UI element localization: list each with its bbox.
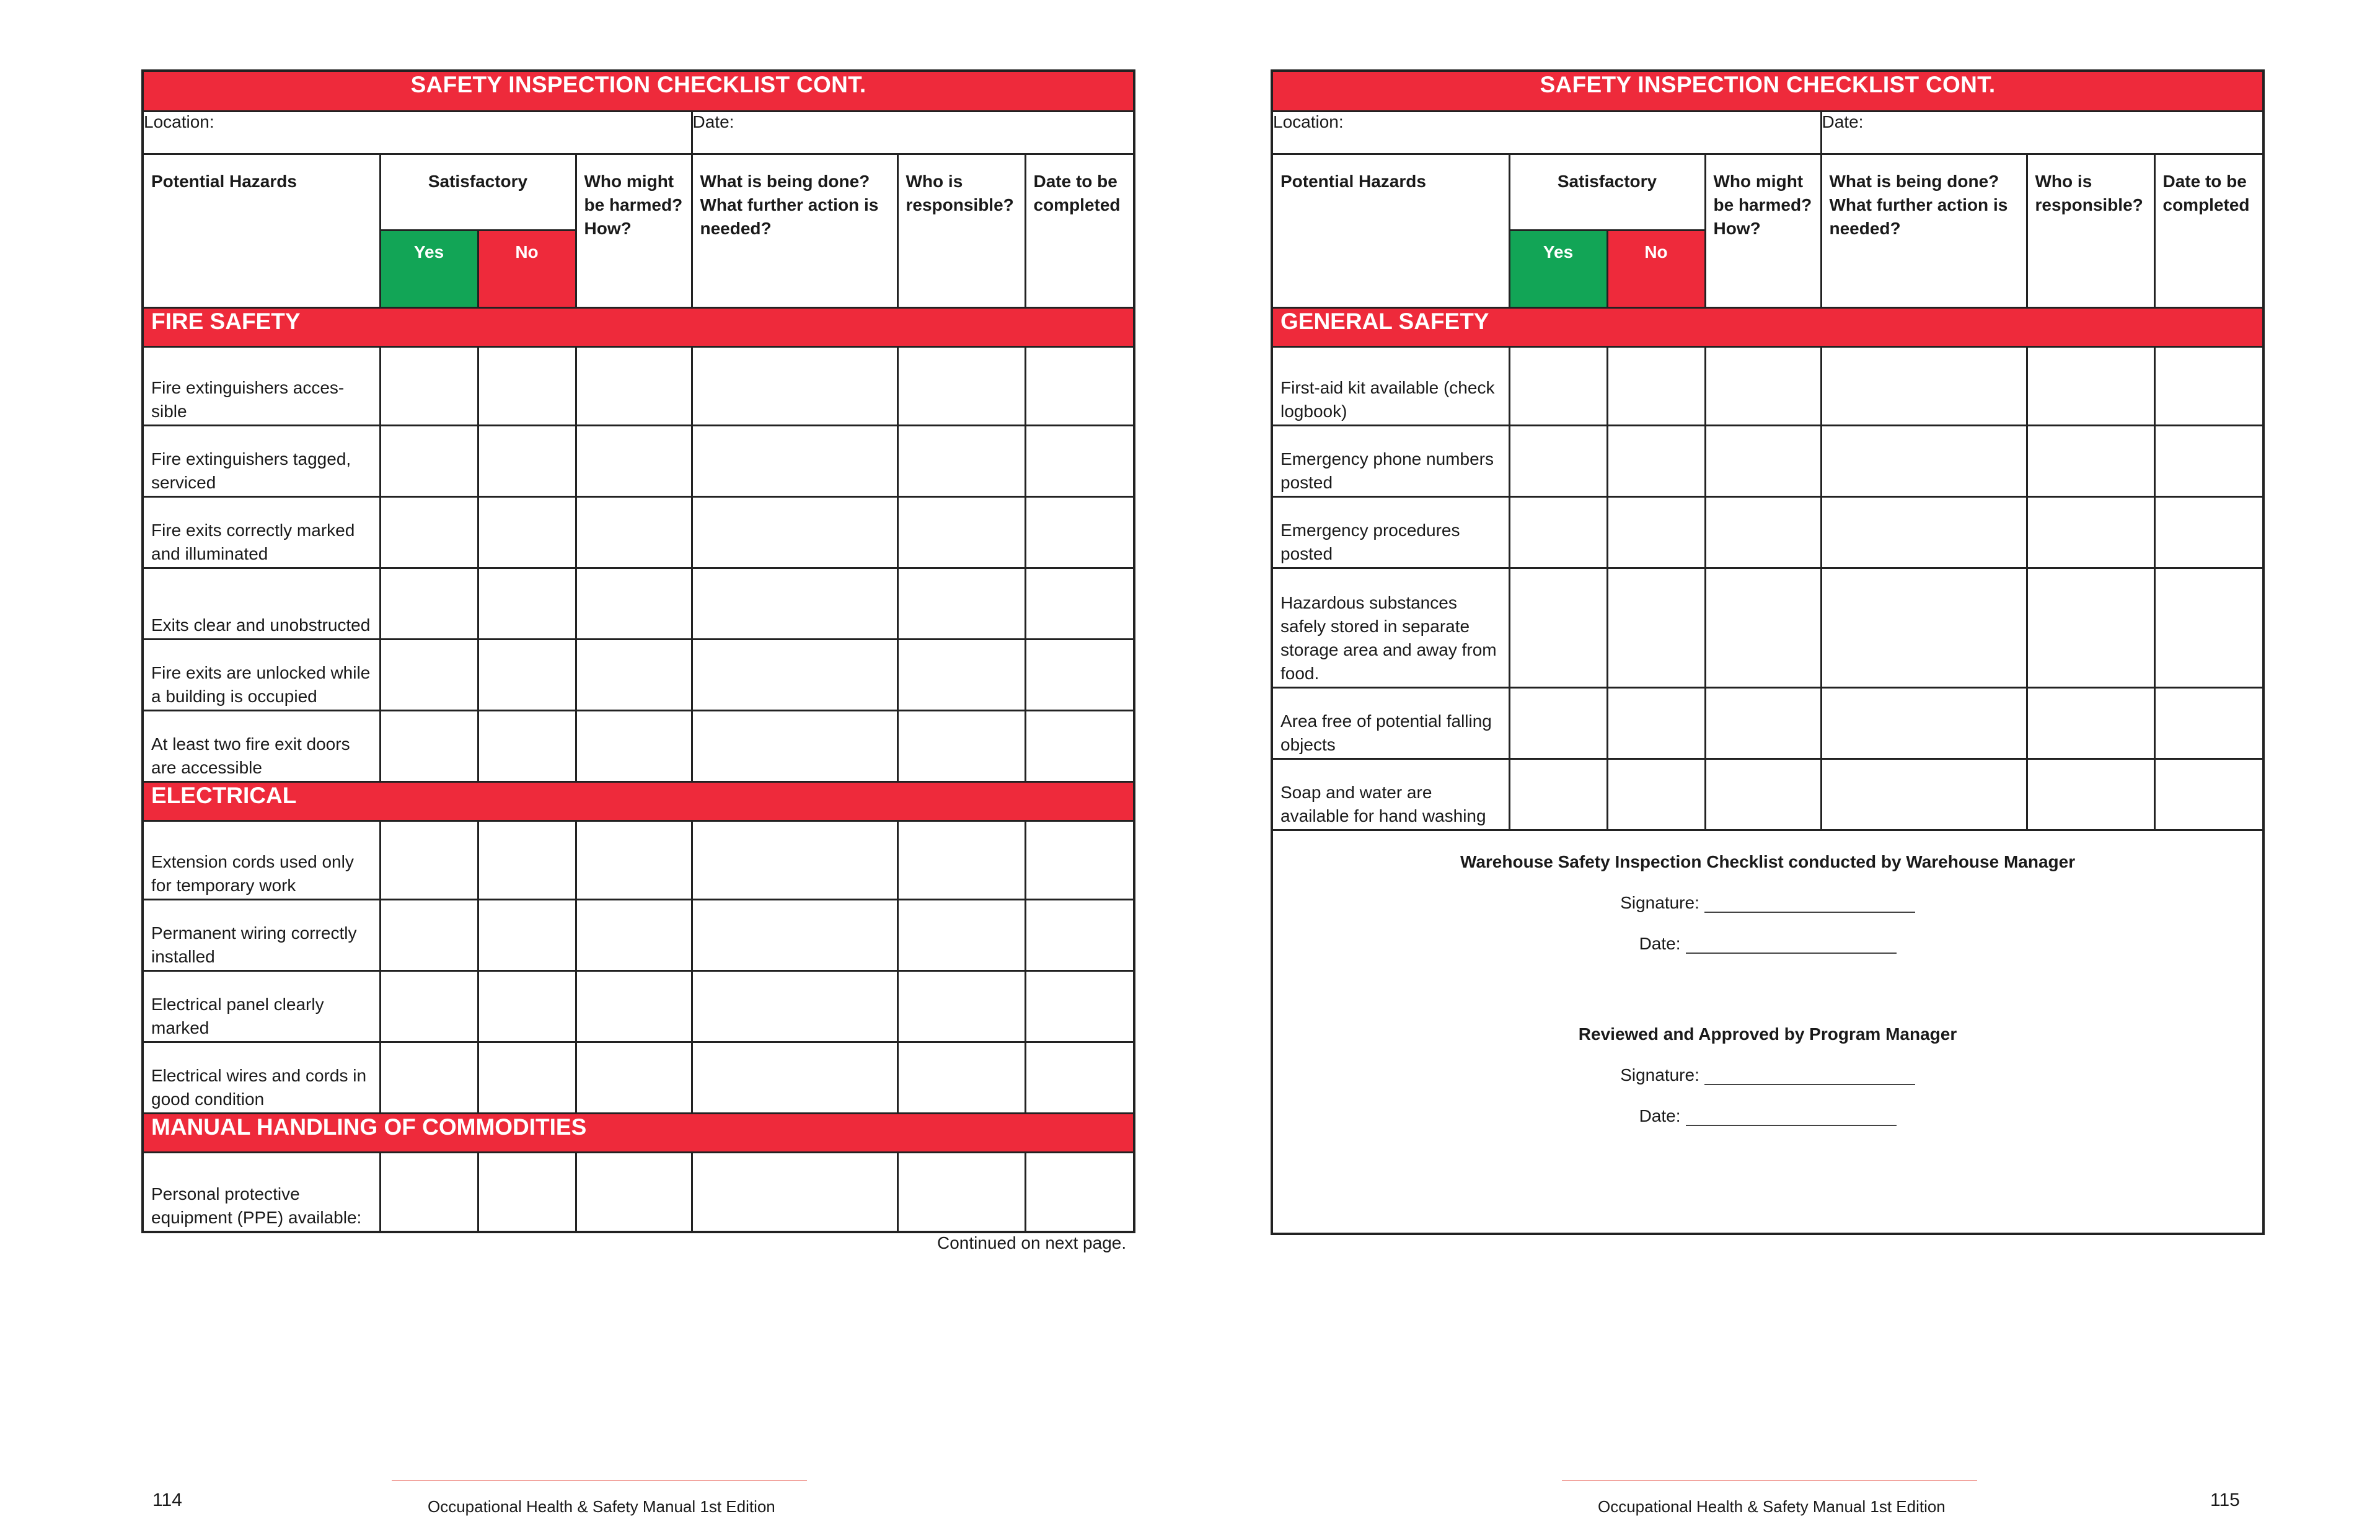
who-harmed-cell[interactable] bbox=[576, 1153, 692, 1232]
date-cell[interactable] bbox=[2154, 426, 2263, 497]
header-responsible: Who is responsible? bbox=[2027, 154, 2154, 308]
hazard-label: Permanent wiring correctly installed bbox=[143, 900, 380, 971]
header-satisfactory: Satisfactory bbox=[380, 154, 576, 231]
signature-line bbox=[1273, 1065, 2262, 1085]
footer-text-right: Occupational Health & Safety Manual 1st Edition bbox=[1598, 1497, 1946, 1516]
hazard-label: Emergency procedures posted bbox=[1272, 497, 1509, 568]
date-line bbox=[1273, 934, 2262, 954]
table-row bbox=[143, 497, 1134, 568]
date-cell[interactable] bbox=[1025, 1153, 1134, 1232]
action-cell[interactable] bbox=[692, 426, 897, 497]
date-cell[interactable] bbox=[1025, 497, 1134, 568]
date-cell[interactable] bbox=[1025, 821, 1134, 900]
no-checkbox[interactable] bbox=[478, 640, 576, 711]
hazard-label: Extension cords used only for temporary work bbox=[143, 821, 380, 900]
table-row bbox=[143, 1042, 1134, 1114]
hazard-label: Emergency phone numbers posted bbox=[1272, 426, 1509, 497]
header-no: No bbox=[1607, 231, 1705, 308]
header-who-harmed: Who might be harmed? How? bbox=[1705, 154, 1821, 308]
footer-divider bbox=[392, 1480, 807, 1481]
date-input[interactable] bbox=[1686, 936, 1897, 954]
yes-checkbox[interactable] bbox=[1509, 568, 1607, 688]
hazard-label: Soap and water are available for hand washing bbox=[1272, 759, 1509, 830]
who-harmed-cell[interactable] bbox=[576, 640, 692, 711]
action-cell[interactable] bbox=[692, 568, 897, 640]
table-row bbox=[143, 426, 1134, 497]
responsible-cell[interactable] bbox=[2027, 347, 2154, 426]
table-row bbox=[143, 347, 1134, 426]
signature-line bbox=[1273, 893, 2262, 913]
yes-checkbox[interactable] bbox=[380, 711, 478, 782]
hazard-label: Fire exits are unlocked while a building is occupied bbox=[143, 640, 380, 711]
action-cell[interactable] bbox=[1821, 688, 2027, 759]
table-row bbox=[143, 1153, 1134, 1232]
date-cell[interactable] bbox=[1025, 971, 1134, 1042]
footer-divider bbox=[1562, 1480, 1977, 1481]
who-harmed-cell[interactable] bbox=[1705, 497, 1821, 568]
hazard-label: Fire exits correctly marked and illuminated bbox=[143, 497, 380, 568]
date-field[interactable]: Date: bbox=[1821, 112, 2263, 154]
page-number-right: 115 bbox=[2210, 1490, 2240, 1510]
hazard-label: Exits clear and unobstructed bbox=[143, 568, 380, 640]
who-harmed-cell[interactable] bbox=[576, 971, 692, 1042]
date-cell[interactable] bbox=[1025, 347, 1134, 426]
responsible-cell[interactable] bbox=[2027, 568, 2154, 688]
no-checkbox[interactable] bbox=[478, 821, 576, 900]
section-manual-handling: MANUAL HANDLING OF COMMODITIES bbox=[143, 1114, 1134, 1153]
no-checkbox[interactable] bbox=[478, 426, 576, 497]
no-checkbox[interactable] bbox=[478, 568, 576, 640]
table-row bbox=[143, 971, 1134, 1042]
hazard-label: Fire extinguishers acces-sible bbox=[143, 347, 380, 426]
signature-input[interactable] bbox=[1704, 1068, 1915, 1085]
who-harmed-cell[interactable] bbox=[576, 497, 692, 568]
hazard-label: Electrical panel clearly marked bbox=[143, 971, 380, 1042]
no-checkbox[interactable] bbox=[1607, 759, 1705, 830]
who-harmed-cell[interactable] bbox=[576, 711, 692, 782]
signature-label: Signature: bbox=[1620, 1065, 1699, 1085]
who-harmed-cell[interactable] bbox=[1705, 426, 1821, 497]
left-page bbox=[141, 69, 1133, 1233]
hazard-label: At least two fire exit doors are accessible bbox=[143, 711, 380, 782]
table-row bbox=[1272, 426, 2263, 497]
no-checkbox[interactable] bbox=[478, 497, 576, 568]
who-harmed-cell[interactable] bbox=[1705, 759, 1821, 830]
header-yes: Yes bbox=[380, 231, 478, 308]
who-harmed-cell[interactable] bbox=[1705, 347, 1821, 426]
left-checklist-table bbox=[141, 69, 1135, 1233]
table-row bbox=[143, 568, 1134, 640]
date-cell[interactable] bbox=[2154, 688, 2263, 759]
date-cell[interactable] bbox=[1025, 900, 1134, 971]
date-field[interactable]: Date: bbox=[692, 112, 1134, 154]
action-cell[interactable] bbox=[692, 1153, 897, 1232]
table-row bbox=[1272, 688, 2263, 759]
no-checkbox[interactable] bbox=[478, 1153, 576, 1232]
responsible-cell[interactable] bbox=[2027, 426, 2154, 497]
responsible-cell[interactable] bbox=[897, 347, 1025, 426]
yes-checkbox[interactable] bbox=[1509, 688, 1607, 759]
continued-note: Continued on next page. bbox=[937, 1233, 1127, 1252]
action-cell[interactable] bbox=[692, 640, 897, 711]
who-harmed-cell[interactable] bbox=[1705, 568, 1821, 688]
hazard-label: First-aid kit available (check logbook) bbox=[1272, 347, 1509, 426]
header-yes: Yes bbox=[1509, 231, 1607, 308]
yes-checkbox[interactable] bbox=[380, 1042, 478, 1114]
yes-checkbox[interactable] bbox=[1509, 497, 1607, 568]
header-satisfactory: Satisfactory bbox=[1509, 154, 1705, 231]
responsible-cell[interactable] bbox=[2027, 688, 2154, 759]
signature-label: Signature: bbox=[1620, 893, 1699, 912]
table-row bbox=[143, 711, 1134, 782]
action-cell[interactable] bbox=[692, 900, 897, 971]
left-title: SAFETY INSPECTION CHECKLIST CONT. bbox=[143, 71, 1134, 112]
action-cell[interactable] bbox=[1821, 426, 2027, 497]
responsible-cell[interactable] bbox=[897, 971, 1025, 1042]
action-cell[interactable] bbox=[692, 347, 897, 426]
responsible-cell[interactable] bbox=[897, 426, 1025, 497]
hazard-label: Electrical wires and cords in good condition bbox=[143, 1042, 380, 1114]
date-cell[interactable] bbox=[2154, 759, 2263, 830]
yes-checkbox[interactable] bbox=[380, 1153, 478, 1232]
yes-checkbox[interactable] bbox=[1509, 759, 1607, 830]
yes-checkbox[interactable] bbox=[380, 568, 478, 640]
yes-checkbox[interactable] bbox=[1509, 347, 1607, 426]
responsible-cell[interactable] bbox=[897, 821, 1025, 900]
footer-text-left: Occupational Health & Safety Manual 1st Edition bbox=[428, 1497, 775, 1516]
no-checkbox[interactable] bbox=[1607, 568, 1705, 688]
responsible-cell[interactable] bbox=[897, 497, 1025, 568]
table-row bbox=[1272, 347, 2263, 426]
no-checkbox[interactable] bbox=[1607, 347, 1705, 426]
header-action: What is being done? What further action is needed? bbox=[692, 154, 897, 308]
date-cell[interactable] bbox=[1025, 426, 1134, 497]
date-input[interactable] bbox=[1686, 1109, 1897, 1126]
no-checkbox[interactable] bbox=[1607, 426, 1705, 497]
header-potential-hazards: Potential Hazards bbox=[143, 154, 380, 308]
no-checkbox[interactable] bbox=[1607, 497, 1705, 568]
hazard-label: Fire extinguishers tagged, serviced bbox=[143, 426, 380, 497]
location-field[interactable]: Location: bbox=[143, 112, 692, 154]
yes-checkbox[interactable] bbox=[380, 347, 478, 426]
action-cell[interactable] bbox=[692, 1042, 897, 1114]
action-cell[interactable] bbox=[692, 971, 897, 1042]
table-row bbox=[1272, 497, 2263, 568]
section-electrical: ELECTRICAL bbox=[143, 782, 1134, 821]
responsible-cell[interactable] bbox=[2027, 497, 2154, 568]
action-cell[interactable] bbox=[692, 711, 897, 782]
signoff-block bbox=[1272, 830, 2263, 1234]
who-harmed-cell[interactable] bbox=[576, 900, 692, 971]
action-cell[interactable] bbox=[1821, 347, 2027, 426]
location-field[interactable]: Location: bbox=[1272, 112, 1821, 154]
yes-checkbox[interactable] bbox=[1509, 426, 1607, 497]
no-checkbox[interactable] bbox=[478, 1042, 576, 1114]
no-checkbox[interactable] bbox=[478, 900, 576, 971]
who-harmed-cell[interactable] bbox=[576, 568, 692, 640]
responsible-cell[interactable] bbox=[897, 711, 1025, 782]
no-checkbox[interactable] bbox=[478, 971, 576, 1042]
approved-title: Reviewed and Approved by Program Manager bbox=[1578, 1024, 1957, 1044]
date-label: Date: bbox=[1639, 934, 1681, 953]
who-harmed-cell[interactable] bbox=[576, 426, 692, 497]
responsible-cell[interactable] bbox=[897, 640, 1025, 711]
header-potential-hazards: Potential Hazards bbox=[1272, 154, 1509, 308]
no-checkbox[interactable] bbox=[1607, 688, 1705, 759]
no-checkbox[interactable] bbox=[478, 711, 576, 782]
hazard-label: Area free of potential falling objects bbox=[1272, 688, 1509, 759]
section-general-safety: GENERAL SAFETY bbox=[1272, 308, 2263, 347]
who-harmed-cell[interactable] bbox=[576, 1042, 692, 1114]
header-action: What is being done? What further action is needed? bbox=[1821, 154, 2027, 308]
date-cell[interactable] bbox=[2154, 347, 2263, 426]
page-number-left: 114 bbox=[152, 1490, 182, 1510]
yes-checkbox[interactable] bbox=[380, 821, 478, 900]
responsible-cell[interactable] bbox=[897, 900, 1025, 971]
date-cell[interactable] bbox=[1025, 1042, 1134, 1114]
right-title: SAFETY INSPECTION CHECKLIST CONT. bbox=[1272, 71, 2263, 112]
right-checklist-table bbox=[1271, 69, 2265, 1235]
header-date-completed: Date to be completed bbox=[2154, 154, 2263, 308]
hazard-label: Personal protective equipment (PPE) available: bbox=[143, 1153, 380, 1232]
yes-checkbox[interactable] bbox=[380, 640, 478, 711]
yes-checkbox[interactable] bbox=[380, 971, 478, 1042]
date-cell[interactable] bbox=[2154, 497, 2263, 568]
action-cell[interactable] bbox=[692, 821, 897, 900]
yes-checkbox[interactable] bbox=[380, 426, 478, 497]
table-row bbox=[143, 640, 1134, 711]
table-row bbox=[1272, 759, 2263, 830]
responsible-cell[interactable] bbox=[897, 568, 1025, 640]
date-cell[interactable] bbox=[2154, 568, 2263, 688]
conducted-title: Warehouse Safety Inspection Checklist conducted by Warehouse Manager bbox=[1460, 852, 2076, 871]
date-cell[interactable] bbox=[1025, 640, 1134, 711]
action-cell[interactable] bbox=[692, 497, 897, 568]
table-row bbox=[1272, 568, 2263, 688]
no-checkbox[interactable] bbox=[478, 347, 576, 426]
responsible-cell[interactable] bbox=[897, 1042, 1025, 1114]
action-cell[interactable] bbox=[1821, 759, 2027, 830]
header-no: No bbox=[478, 231, 576, 308]
date-label: Date: bbox=[1639, 1106, 1681, 1125]
header-who-harmed: Who might be harmed? How? bbox=[576, 154, 692, 308]
action-cell[interactable] bbox=[1821, 568, 2027, 688]
header-responsible: Who is responsible? bbox=[897, 154, 1025, 308]
responsible-cell[interactable] bbox=[897, 1153, 1025, 1232]
signature-input[interactable] bbox=[1704, 895, 1915, 913]
right-page bbox=[1271, 69, 2262, 1235]
table-row bbox=[143, 821, 1134, 900]
action-cell[interactable] bbox=[1821, 497, 2027, 568]
section-fire-safety: FIRE SAFETY bbox=[143, 308, 1134, 347]
yes-checkbox[interactable] bbox=[380, 900, 478, 971]
date-cell[interactable] bbox=[1025, 711, 1134, 782]
yes-checkbox[interactable] bbox=[380, 497, 478, 568]
date-cell[interactable] bbox=[1025, 568, 1134, 640]
table-row bbox=[143, 900, 1134, 971]
hazard-label: Hazardous substances safely stored in separate storage area and away from food. bbox=[1272, 568, 1509, 688]
responsible-cell[interactable] bbox=[2027, 759, 2154, 830]
date-line bbox=[1273, 1106, 2262, 1126]
who-harmed-cell[interactable] bbox=[576, 347, 692, 426]
who-harmed-cell[interactable] bbox=[1705, 688, 1821, 759]
who-harmed-cell[interactable] bbox=[576, 821, 692, 900]
header-date-completed: Date to be completed bbox=[1025, 154, 1134, 308]
